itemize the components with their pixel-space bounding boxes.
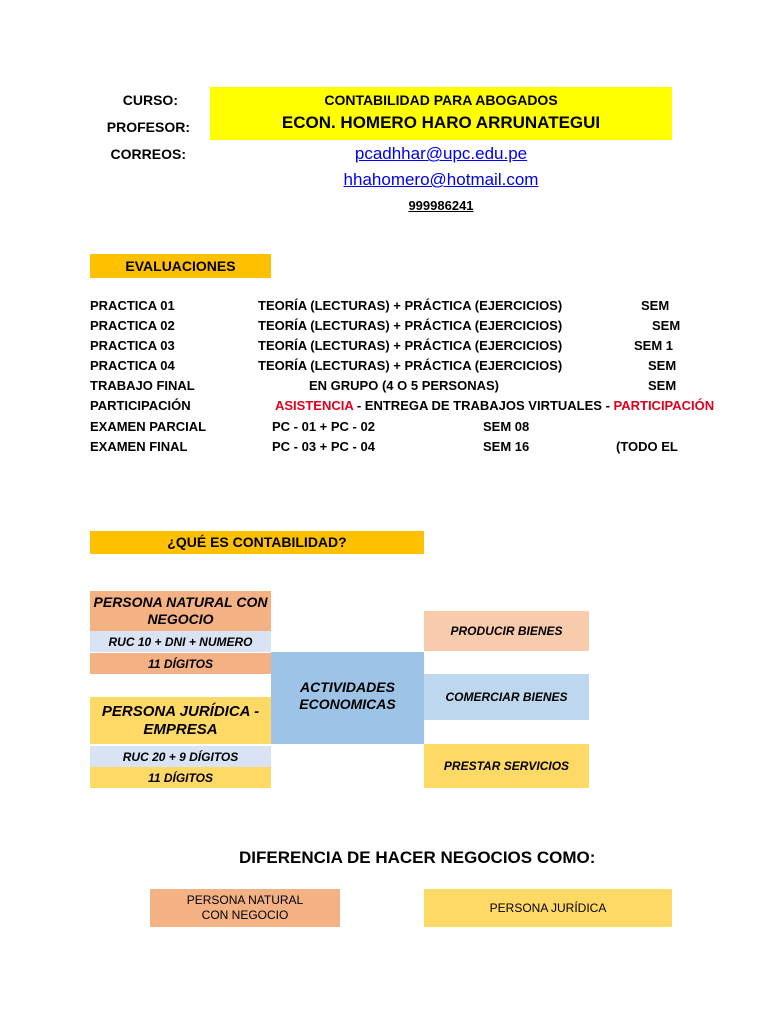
eval-row-desc: TEORÍA (LECTURAS) + PRÁCTICA (EJERCICIOS) — [258, 338, 563, 353]
eval-row-desc: TEORÍA (LECTURAS) + PRÁCTICA (EJERCICIOS) — [258, 318, 563, 333]
eval-row-desc: PC - 03 + PC - 04 — [272, 439, 375, 454]
juridica-ruc: RUC 20 + 9 DÍGITOS — [90, 746, 271, 767]
email-2-wrap — [210, 170, 672, 190]
comerciar-bienes-box: COMERCIAR BIENES — [424, 674, 589, 720]
eval-row-name: EXAMEN FINAL — [90, 439, 188, 454]
eval-row-name: PRACTICA 03 — [90, 338, 175, 353]
natural-ruc: RUC 10 + DNI + NUMERO — [90, 631, 271, 652]
phone-number: 999986241 — [408, 198, 474, 213]
eval-row-name: PRACTICA 02 — [90, 318, 175, 333]
eval-row-name: PRACTICA 01 — [90, 298, 175, 313]
course-name: CONTABILIDAD PARA ABOGADOS — [324, 92, 558, 108]
diferencia-title: DIFERENCIA DE HACER NEGOCIOS COMO: — [239, 848, 596, 867]
actividades-economicas-box — [271, 652, 424, 744]
eval-row-desc: TEORÍA (LECTURAS) + PRÁCTICA (EJERCICIOS) — [258, 358, 563, 373]
eval-row-desc: PC - 01 + PC - 02 — [272, 419, 375, 434]
eval-row-sem: SEM — [648, 378, 677, 393]
prestar-servicios-box: PRESTAR SERVICIOS — [424, 744, 589, 788]
email-1-wrap — [210, 144, 672, 164]
correos-label: CORREOS: — [110, 146, 186, 162]
email-link-1[interactable]: pcadhhar@upc.edu.pe — [354, 144, 528, 163]
eval-row-sem: SEM — [652, 318, 681, 333]
phone-wrap — [210, 197, 672, 215]
eval-row-desc: EN GRUPO (4 O 5 PERSONAS) — [309, 378, 499, 393]
actividades-label: ACTIVIDADES ECONOMICAS — [299, 679, 396, 712]
participacion-desc — [275, 398, 714, 413]
persona-natural-compare-box: PERSONA NATURAL CON NEGOCIO — [150, 889, 340, 927]
eval-row-sem: SEM 16 — [483, 439, 530, 454]
eval-row-sem: SEM — [648, 358, 677, 373]
participacion-text: PARTICIPACIÓN — [613, 398, 715, 413]
eval-row-name: PRACTICA 04 — [90, 358, 175, 373]
eval-row-name: PARTICIPACIÓN — [90, 398, 191, 413]
persona-juridica-compare-box: PERSONA JURÍDICA — [424, 889, 672, 927]
eval-row-desc: TEORÍA (LECTURAS) + PRÁCTICA (EJERCICIOS) — [258, 298, 563, 313]
eval-row-sem: SEM 08 — [483, 419, 530, 434]
eval-row-name: EXAMEN PARCIAL — [90, 419, 207, 434]
persona-natural-box: PERSONA NATURAL CON NEGOCIO — [90, 591, 271, 631]
producir-bienes-box: PRODUCIR BIENES — [424, 611, 589, 651]
juridica-digits: 11 DÍGITOS — [90, 767, 271, 788]
eval-row-sem: SEM 1 — [634, 338, 674, 353]
profesor-label: PROFESOR: — [106, 119, 190, 135]
asistencia-text: ASISTENCIA — [275, 398, 354, 413]
entrega-text: - ENTREGA DE TRABAJOS VIRTUALES - — [353, 398, 614, 413]
que-es-contabilidad-title: ¿QUÉ ES CONTABILIDAD? — [90, 531, 424, 554]
evaluaciones-title: EVALUACIONES — [90, 254, 271, 278]
course-info-box — [210, 87, 672, 140]
professor-name: ECON. HOMERO HARO ARRUNATEGUI — [281, 113, 601, 132]
eval-row-name: TRABAJO FINAL — [90, 378, 195, 393]
persona-juridica-box: PERSONA JURÍDICA - EMPRESA — [90, 697, 271, 744]
eval-row-note: (TODO EL — [616, 439, 678, 454]
curso-label: CURSO: — [122, 92, 178, 108]
natural-digits: 11 DÍGITOS — [90, 653, 271, 674]
email-link-2[interactable]: hhahomero@hotmail.com — [343, 170, 539, 189]
eval-row-sem: SEM — [641, 298, 670, 313]
